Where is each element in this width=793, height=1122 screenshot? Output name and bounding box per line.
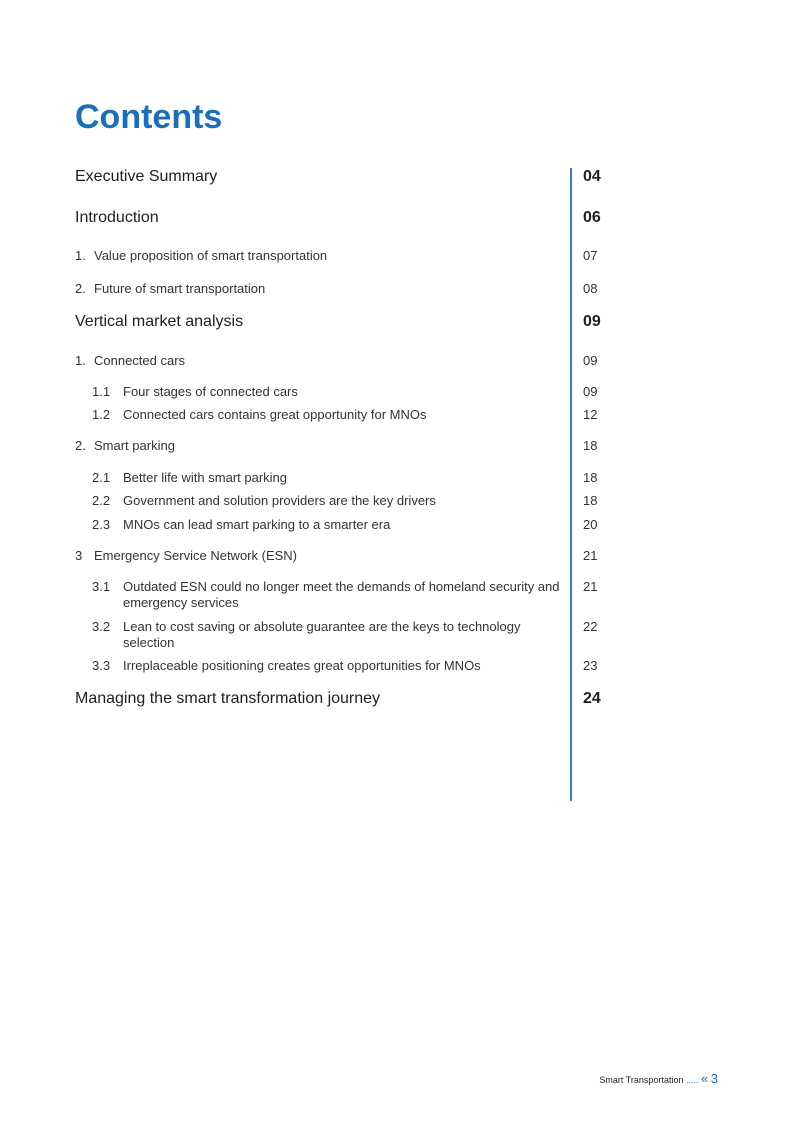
toc-page: 18 <box>583 493 598 508</box>
toc-page: 24 <box>583 690 601 707</box>
toc-number: 3 <box>75 548 83 563</box>
toc-label: Connected cars <box>94 353 186 368</box>
page-footer <box>599 1071 718 1086</box>
toc-label: Future of smart transportation <box>94 281 266 296</box>
toc-label: Value proposition of smart transportation <box>94 248 328 263</box>
toc-page: 20 <box>583 517 598 532</box>
toc-number: 1. <box>75 353 86 368</box>
toc-label: Irreplaceable positioning creates great opportunities for MNOs <box>123 658 481 673</box>
toc-number: 1.2 <box>92 407 111 422</box>
toc-page: 09 <box>583 353 598 368</box>
toc-label: Smart parking <box>94 438 175 453</box>
toc-label: Lean to cost saving or absolute guarantee are the keys to technology selection <box>123 619 521 650</box>
toc-number: 3.2 <box>92 619 111 634</box>
toc-label: Managing the smart transformation journey <box>75 690 381 707</box>
toc-label: MNOs can lead smart parking to a smarter era <box>123 517 391 532</box>
toc-page: 07 <box>583 248 598 263</box>
toc-label: Vertical market analysis <box>75 313 244 330</box>
toc-number: 1.1 <box>92 384 111 399</box>
toc-number: 1. <box>75 248 86 263</box>
toc-label: Four stages of connected cars <box>123 384 298 399</box>
toc-number: 2.1 <box>92 470 111 485</box>
toc-number: 3.3 <box>92 658 111 673</box>
toc-page: 22 <box>583 619 598 634</box>
page-title: Contents <box>75 98 223 136</box>
vertical-divider <box>570 168 572 801</box>
toc-label: Executive Summary <box>75 168 218 185</box>
toc-label: Government and solution providers are the key drivers <box>123 493 436 508</box>
toc-label: Introduction <box>75 209 159 226</box>
toc-page: 23 <box>583 658 598 673</box>
toc-label: Outdated ESN could no longer meet the demands of homeland security and emergency services <box>123 579 560 610</box>
toc-number: 2.2 <box>92 493 111 508</box>
toc-page: 18 <box>583 438 598 453</box>
toc-page: 21 <box>583 579 598 594</box>
toc-label: Better life with smart parking <box>123 470 288 485</box>
toc-label: Emergency Service Network (ESN) <box>94 548 297 563</box>
chevron-left-icon: « <box>701 1071 709 1086</box>
table-of-contents <box>75 0 635 1122</box>
toc-page: 21 <box>583 548 598 563</box>
toc-page: 08 <box>583 281 598 296</box>
toc-page: 18 <box>583 470 598 485</box>
toc-page: 09 <box>583 384 598 399</box>
toc-number: 2.3 <box>92 517 111 532</box>
toc-page: 12 <box>583 407 598 422</box>
toc-page: 06 <box>583 209 601 226</box>
toc-number: 2. <box>75 438 86 453</box>
toc-label: Connected cars contains great opportunity for MNOs <box>123 407 427 422</box>
toc-page: 09 <box>583 313 601 330</box>
toc-page: 04 <box>583 168 601 185</box>
page-number: 3 <box>710 1071 718 1086</box>
toc-number: 2. <box>75 281 86 296</box>
footer-doc-title: Smart Transportation <box>599 1075 684 1085</box>
footer-dots: ..... <box>685 1075 699 1085</box>
toc-number: 3.1 <box>92 579 111 594</box>
